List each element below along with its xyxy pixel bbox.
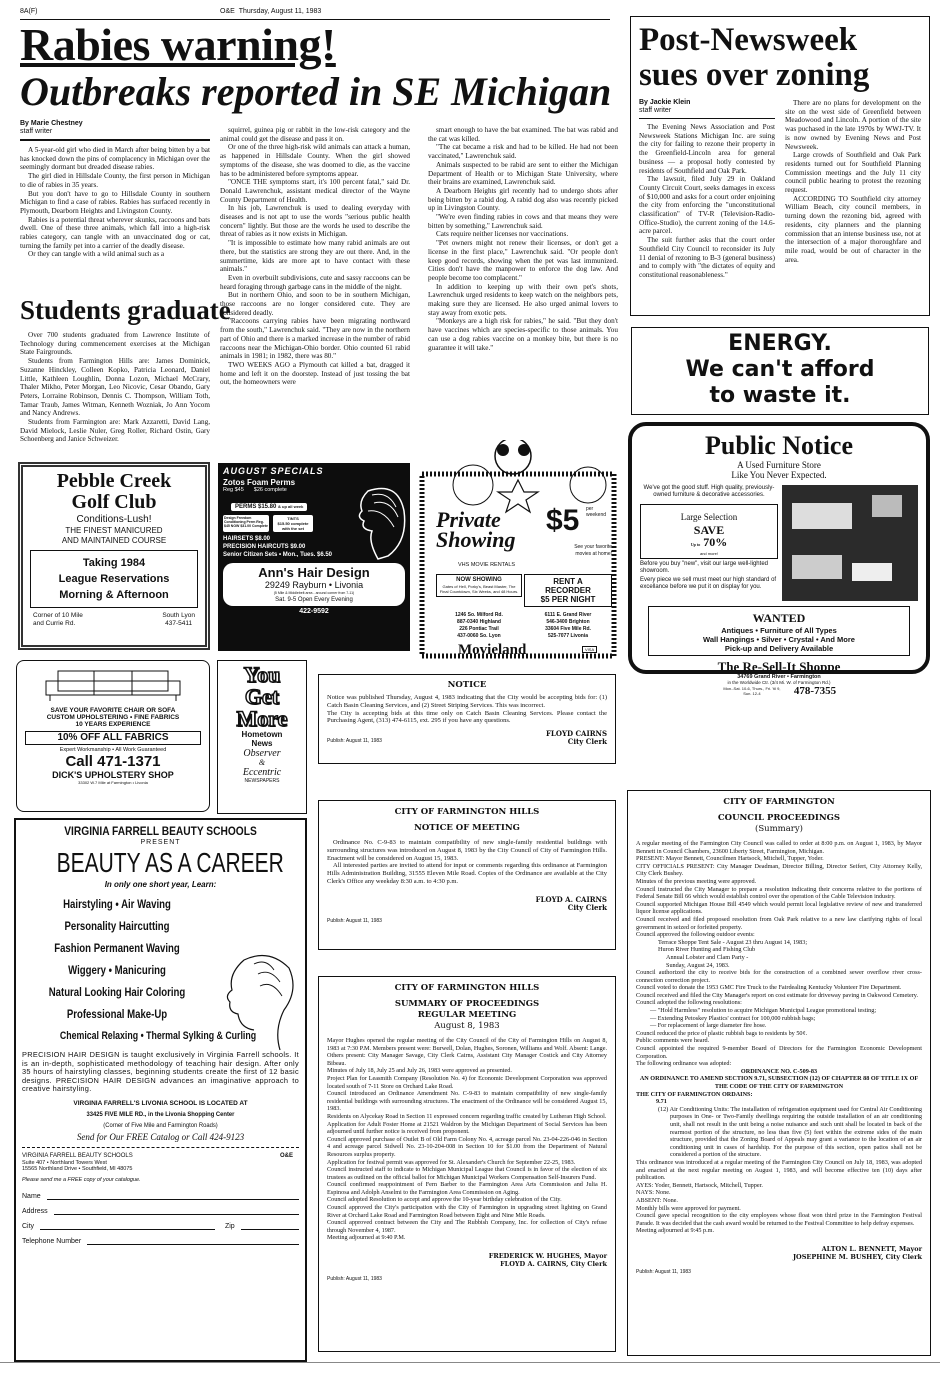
byline-title: staff writer bbox=[20, 128, 53, 135]
oe-news: News bbox=[251, 739, 273, 748]
pn-ad-w3: Pick-up and Delivery Available bbox=[724, 644, 834, 653]
rabies-col-2 bbox=[220, 126, 410, 387]
students-body bbox=[20, 331, 210, 444]
sofa-illustration bbox=[38, 663, 188, 703]
oe-get: Get bbox=[244, 684, 280, 709]
bs-headline: BEAUTY AS A CAREER bbox=[56, 847, 284, 878]
mv-sub: VHS MOVIE RENTALS bbox=[458, 562, 516, 568]
oe-more: More bbox=[236, 706, 288, 731]
mv-brand: Movieland bbox=[458, 642, 527, 658]
proceedings-item: CITY OFFICIALS PRESENT: City Manager Deadman, Director Billing, Director Seifert, City Attorney Kelly, City Clerk Bushey. bbox=[636, 862, 922, 878]
woman-sketch-illustration bbox=[214, 950, 304, 1060]
proceedings-item: Council supported Michigan House Bill 4549 which would permit local legislative review of new and transferred liquor license applications. bbox=[636, 900, 922, 916]
pn-ad-sub-1: A Used Furniture Store bbox=[737, 460, 821, 470]
proceedings-item: AYES: Yoder, Bennett, Hartsock, Mitchell, Tupper. bbox=[636, 1181, 763, 1189]
article-paragraph: "Raccoons carrying rabies have been migrating northward from the south," Lawrenchuk said. "They are now in the northern part of Ohio and there is a marked increase in the number of rabid raccoons near the Michigan-Ohio border. Ohio counted 61 rabid animals in 1981; in 1982, there was 80." bbox=[220, 317, 410, 361]
oe-ampersand: & bbox=[258, 758, 266, 767]
proceedings-item: Council received and filed proposed resolution from Oak Park relative to a new law clarifying rights of local government in seized or forfeited property. bbox=[636, 915, 922, 931]
store-location: 6111 E. Grand River bbox=[544, 612, 592, 618]
city-label: City bbox=[22, 1222, 35, 1230]
catalog-coupon bbox=[22, 1153, 299, 1245]
pc-box-1: Taking 1984 bbox=[82, 557, 146, 569]
bid-notice bbox=[318, 674, 616, 764]
resolution-item: — "Hold Harmless" resolution to acquire Michigan Municipal League promotional testing; bbox=[650, 1007, 877, 1015]
fp-title-1: CITY OF FARMINGTON bbox=[723, 797, 835, 807]
pc-city: South Lyon bbox=[162, 612, 195, 619]
proceedings-item: Minutes of the previous meeting were approved. bbox=[636, 877, 757, 885]
bs-send: Send for Our FREE Catalog or Call 424-9123 bbox=[76, 1131, 245, 1142]
proceedings-item: Meeting adjourned at 9:45 p.m. bbox=[636, 1227, 715, 1235]
proceedings-item: Council adopted the following resolutions: bbox=[636, 999, 742, 1007]
energy-line-1: ENERGY. bbox=[728, 331, 832, 356]
article-paragraph: "Pet owners might not renew their licenses, or don't get a license in the first place," Lawrenchuk said. "Or people don't keep good records, showing when the pet was last immunized. Cities don't have the manpower to enforce the dog law. And people become too complacent." bbox=[428, 239, 618, 282]
coupon-addr-2: 15565 Northland Drive • Southfield, MI 48075 bbox=[22, 1166, 133, 1173]
pc-conditions: Conditions-Lush! bbox=[76, 514, 152, 525]
page-bottom-rule bbox=[0, 1362, 940, 1363]
oe-hometown: Hometown bbox=[241, 730, 283, 739]
proceedings-item: Council introduced an Ordinance Amendment No. C-9-83 to maintain compatibility of new single-family residential buildings with surrounding structures. The enactment of the Ordinance will be considered August 15, 1983. bbox=[327, 1090, 607, 1113]
coupon-request: Please send me a FREE copy of your catalogue. bbox=[22, 1176, 141, 1183]
oe-eccentric: Eccentric bbox=[242, 767, 282, 778]
notice-p1: Notice was published Thursday, August 4, 1983 indicating that the City would be accepting bids for: (1) Catch Basin Cleaning Services, and (2) Street Striping Services. This was incorrect. bbox=[327, 694, 607, 709]
store-location: 33604 Five Mile Rd. bbox=[545, 626, 591, 632]
fp-sig-mayor: ALTON L. BENNETT, Mayor bbox=[821, 1244, 922, 1253]
phone-label: Telephone Number bbox=[22, 1237, 82, 1245]
rabies-story bbox=[20, 19, 620, 114]
proceedings-item: Public comments were heard. bbox=[636, 1037, 710, 1045]
address-label: Address bbox=[22, 1207, 48, 1215]
fhs-title-4: August 8, 1983 bbox=[434, 1021, 500, 1031]
coupon-code: O&E bbox=[279, 1152, 293, 1159]
visa-icon: VISA bbox=[582, 646, 597, 653]
resell-it-ad bbox=[628, 422, 930, 697]
fh-meeting-notice bbox=[318, 800, 616, 950]
pn-col-2 bbox=[785, 99, 921, 280]
up-line-2: CUSTOM UPHOLSTERING • FINE FABRICS bbox=[46, 714, 180, 721]
ah-perm-price: $26 complete bbox=[253, 487, 287, 493]
fhs-title-1: CITY OF FARMINGTON HILLS bbox=[394, 983, 540, 993]
proceedings-item: Council authorized the city to receive bids for the construction of a combined sewer overflow river cross-connection correction project. bbox=[636, 969, 922, 984]
article-paragraph: The lawsuit, filed July 29 in Oakland County Circuit Court, seeks damages in excess of $10,000 and asks for a court order enjoining the city from enforcing the "unconstitutional classification" of TV-R (Television-Radio-Office-Studio), the current zoning of the 14.6-acre parcel. bbox=[639, 175, 775, 236]
coupon-name-field[interactable] bbox=[22, 1185, 299, 1200]
students-headline: Students graduate bbox=[20, 295, 231, 325]
pc-tag-1: THE FINEST MANICURED bbox=[65, 526, 163, 535]
article-paragraph: Even in overbuilt subdivisions, cute and sassy raccoons can be heard foraging through garbage cans in the middle of the night. bbox=[220, 273, 410, 291]
outdoor-event: Sunday, August 24, 1983. bbox=[666, 961, 730, 969]
coupon-addr-1: Suite 407 • Northland Towers West bbox=[22, 1159, 107, 1166]
pn-ad-w1: Antiques • Furniture of All Types bbox=[721, 626, 837, 635]
rabies-col-1 bbox=[20, 146, 210, 259]
fhs-sig-mayor: FREDERICK W. HUGHES, Mayor bbox=[488, 1252, 607, 1261]
pn-col-1 bbox=[639, 123, 775, 280]
store-location: 226 Pontiac Trail bbox=[459, 626, 499, 632]
proceedings-item: Meeting adjourned at 9:40 P.M. bbox=[327, 1234, 406, 1242]
publication-name: O&E bbox=[220, 8, 235, 15]
proceedings-item: Council approved the City's participation with the City of Farmington in upgrading street lighting on Grand River at Orchard Lake Road and Farmington Road between Eight and Nine Mile Roads. bbox=[327, 1204, 607, 1219]
up-line-1: SAVE YOUR FAVORITE CHAIR OR SOFA bbox=[50, 707, 176, 714]
proceedings-item: Monthly bills were approved for payment. bbox=[636, 1204, 741, 1212]
subsection-12: (12) Air Conditioning Units: The installation of refrigeration equipment used for Central Air Conditioning purposes in One- or Two-Family dwellings requiring the outside installation of an air conditioning unit, shall not result in the unit being a noise nuisance and such unit shall be located in back of the rearmost portion of the structure, no less than five (5) feet within the extreme sides of the main structure, provided that the Zoning Board of Appeals may grant a variance to the location of an air conditioning unit in cases of hardship. For the purpose of this section, open patios shall not be considered a portion of the structure. bbox=[658, 1105, 922, 1159]
anns-hair-ad bbox=[218, 463, 410, 651]
pn-byline: By Jackie Klein bbox=[639, 99, 691, 106]
proceedings-item: Council approved contract between the City and The Rubbish Company, Inc. for collection of City's refuse through November 4, 1987. bbox=[327, 1219, 607, 1234]
mv-title bbox=[436, 507, 516, 552]
skill-item: Chemical Relaxing • Thermal Sylking & Curling bbox=[59, 1030, 257, 1042]
fhm-sig-name: FLOYD A. CAIRNS bbox=[535, 894, 607, 904]
article-paragraph: Over 700 students graduated from Lawrence Institute of Technology during commencement exercises at the Michigan State Fairgrounds. bbox=[20, 331, 210, 357]
fhm-p1: Ordinance No. C-9-83 to maintain compatibility of new single-family residential buildings with surrounding structures was introduced on August 8, 1983 by the City Council of City of Farmington Hills. Enactment will be considered on August 15, 1983. bbox=[327, 839, 607, 862]
bs-loc-1: VIRGINIA FARRELL'S LIVONIA SCHOOL IS LOCATED AT bbox=[73, 1099, 248, 1107]
outdoor-event: Terrace Shoppe Tent Sale - August 23 thru August 14, 1983; bbox=[658, 938, 808, 946]
mv-rent-box bbox=[524, 574, 612, 607]
article-paragraph: Students from Farmington Hills are: James Dominick, Suzanne Hinckley, Colleen Kopko, Patricia Leonard, Daniel Little, Kathleen Loughlin, Donna Lozon, Michael McCrary, Thaler Mikho, Peter Morgan, Leo Nicovic, Cesar Obando, Gary Peters, Lorraine Robinson, Dennis C. Thompson, William Toth, Tamar Traub, James Witman, Kenneth Wozniak, Jo Ann Yocom and Nancy Andrews. bbox=[20, 357, 210, 418]
pn-ad-p2: Every piece we sell must meet our high standard of excellance before we put it on display for you. bbox=[640, 577, 777, 590]
up-name: DICK'S UPHOLSTERY SHOP bbox=[52, 770, 174, 780]
pebble-creek-ad bbox=[18, 462, 210, 650]
ah-hours: Sat. 9-5 Open Every Evening bbox=[275, 597, 353, 603]
pn-ad-title: Public Notice bbox=[704, 431, 854, 460]
proceedings-item: Council instructed the City Manager to prepare a resolution indicating their concerns relative to the portions of Federal Senate Bill 66 which would establish control over the operation of the Cable Television industry. bbox=[636, 885, 922, 901]
proceedings-item: Council gave special recognition to the city employees whose float won third prize in the Farmington Festival Parade. It was decided that the cash award would be returned to the Festival Committee to help defray expenses. bbox=[636, 1212, 922, 1227]
mv-now-showing bbox=[436, 574, 522, 597]
notice-publish: Publish: August 11, 1983 bbox=[327, 738, 382, 745]
rabies-headline: Rabies warning! bbox=[20, 19, 336, 70]
mv-now-list: Gates of Hell, Porky's, Beast Master, The Final Countdown, Six Weeks, and 48 Hours. bbox=[439, 584, 519, 594]
article-paragraph: There are no plans for development on the site on the west side of Greenfield between Meadowood and Lincoln. A portion of the site was puchased in the late 1970s by WWJ-TV. It is now owned by Evening News and Post Newsweek. bbox=[785, 99, 921, 151]
issue-date: Thursday, August 11, 1983 bbox=[238, 8, 322, 15]
pn-ad-save-box bbox=[640, 504, 778, 559]
fhs-body bbox=[327, 1037, 607, 1242]
up-call: Call 471-1371 bbox=[65, 753, 161, 770]
energy-ad bbox=[631, 327, 929, 415]
fhs-publish: Publish: August 11, 1983 bbox=[327, 1276, 382, 1283]
pc-reservation-box bbox=[30, 550, 198, 608]
zip-label: Zip bbox=[224, 1222, 235, 1230]
pn-ad-w2: Wall Hangings • Silver • Crystal • And More bbox=[703, 635, 855, 644]
skill-item: Professional Make-Up bbox=[66, 1007, 168, 1021]
proceedings-item: ABSENT: None. bbox=[636, 1196, 678, 1204]
pc-box-3: Morning & Afternoon bbox=[59, 589, 169, 601]
proceedings-item: Council voted to donate the 1953 GMC Fire Truck to the Fairdealing Kentucky Volunteer Fire Department. bbox=[636, 984, 902, 992]
fhm-sig-title: City Clerk bbox=[567, 902, 607, 912]
mv-rent-3: $5 PER NIGHT bbox=[540, 595, 596, 604]
bs-loc-2: 33425 FIVE MILE RD., in the Livonia Shopping Center bbox=[86, 1110, 235, 1118]
store-location: 546-3400 Brighton bbox=[546, 619, 590, 625]
article-paragraph: Large crowds of Southfield and Oak Park residents turned out for Southfield Planning Commission meetings and the July 11 city council public hearing to protest the rezoning request. bbox=[785, 151, 921, 195]
proceedings-item: Council adopted Resolution to accept and approve the 10-year birthday celebration of the City. bbox=[327, 1196, 562, 1204]
ah-design: Design Freedom Conditioning Perm Reg. $45 NOW $31.00 Complete bbox=[223, 515, 269, 532]
proceedings-item: Mayor Hughes opened the regular meeting of the City Council of the City of Farmington Hills on August 8, 1983 at 7:30 P.M. Members present were: Burwell, Dolan, Hughes, Soronen, Williams and Wolf. Absent: Lange. Others present: City Manager Savage, City Clerk Cairns, Assistant City Manager Costick and City Attorney Bibeau. bbox=[327, 1037, 607, 1067]
article-paragraph: "We're even finding rabies in cows and that means they were bitten by something," Lawrenchuk said. bbox=[428, 213, 618, 230]
article-paragraph: "ONCE THE symptoms start, it's 100 percent fatal," said Dr. Donald Lawrenchuk, assistant medical director of the Wayne County Department of Health. bbox=[220, 178, 410, 204]
fhm-title-1: CITY OF FARMINGTON HILLS bbox=[394, 807, 540, 817]
pc-phone: 437-5411 bbox=[165, 620, 193, 627]
pn-headline-2: sues over zoning bbox=[639, 57, 870, 93]
notice-sig-name: FLOYD CAIRNS bbox=[545, 729, 607, 739]
phone-input-line[interactable] bbox=[87, 1237, 299, 1245]
fhs-sig-clerk: FLOYD A. CAIRNS, City Clerk bbox=[500, 1260, 607, 1269]
ordinance-number: ORDINANCE NO. C-509-83 bbox=[740, 1067, 818, 1075]
pn-headline-1: Post-Newsweek bbox=[639, 22, 858, 58]
article-paragraph: Animals suspected to be rabid are sent to either the Michigan Department of Health or to Michigan State University, where their brains are examined, Lawrenchuk said. bbox=[428, 160, 618, 187]
ah-hairsets: HAIRSETS $8.00 bbox=[223, 536, 271, 542]
proceedings-item: Application for festival permit was approved for St. Alexander's Church for September 22-25, 1983. bbox=[327, 1158, 576, 1166]
rabies-subhead: Outbreaks reported in SE Michigan bbox=[20, 69, 612, 114]
outdoor-event: Annual Lobster and Clam Party - bbox=[666, 953, 749, 961]
article-paragraph: Or they can tangle with a wild animal such as a bbox=[28, 250, 165, 259]
fh-summary-notice bbox=[318, 976, 616, 1352]
store-location: 437-0060 So. Lyon bbox=[457, 633, 501, 639]
mv-title-2: Showing bbox=[436, 527, 516, 552]
fhs-title-2: SUMMARY OF PROCEEDINGS bbox=[394, 999, 540, 1009]
oe-newspapers: NEWSPAPERS bbox=[244, 778, 280, 784]
pn-ad-addr1: 34769 Grand River • Farmington bbox=[737, 674, 821, 680]
ah-phone: 422-9592 bbox=[299, 608, 329, 615]
pc-tag-2: AND MAINTAINED COURSE bbox=[61, 536, 167, 545]
pc-loc-2: and Currie Rd. bbox=[33, 620, 76, 627]
oe-you: You bbox=[243, 662, 281, 687]
coupon-address-field[interactable] bbox=[22, 1200, 299, 1215]
proceedings-item: PRESENT: Mayor Bennett, Councilmen Hartsock, Mitchell, Tupper, Yoder. bbox=[636, 855, 824, 863]
ah-area: (5 Mile & Middlebelt area - around corner from 7-11) bbox=[273, 591, 355, 595]
fp-sig-clerk: JOSEPHINE M. BUSHEY, City Clerk bbox=[792, 1252, 922, 1261]
outdoor-event: Huron River Hunting and Fishing Club bbox=[658, 946, 756, 954]
pn-ad-hours: Mon.-Sat. 10-6, Thurs., Fri. 'til 9, Sun. 12-4 bbox=[723, 686, 781, 696]
store-location: 525-7077 Livonia bbox=[547, 633, 589, 639]
ah-perm-reg: Reg $45 bbox=[223, 487, 244, 493]
ah-perms-box bbox=[231, 503, 307, 511]
pn-ad-addr2: in the Worldwide Ctr. (3/4 Mi. W. of Farmington Rd.) bbox=[727, 680, 831, 685]
pn-ad-intro: We've got the good stuff. High quality, previously-owned furniture & decorative accessories. bbox=[643, 485, 775, 498]
mv-loc-right bbox=[524, 612, 612, 640]
beauty-school-ad bbox=[14, 818, 307, 1362]
ah-address: 29249 Rayburn • Livonia bbox=[264, 580, 364, 590]
coupon-school: VIRGINIA FARRELL BEAUTY SCHOOLS bbox=[22, 1152, 133, 1159]
up-offer: 10% OFF ALL FABRICS bbox=[25, 731, 201, 745]
rabies-col-3 bbox=[428, 126, 618, 352]
ordinance-title: AN ORDINANCE TO AMEND SECTION 9.71, SUBSECTION (12) OF CHAPTER 88 OF TITLE IX OF THE CODE OF THE CITY OF FARMINGTON bbox=[639, 1075, 919, 1090]
bs-loc-3: (Corner of Five Mile and Farmington Roads) bbox=[103, 1121, 218, 1129]
pn-ad-wanted-box bbox=[648, 606, 910, 656]
ah-haircuts: PRECISION HAIRCUTS $9.00 bbox=[223, 544, 306, 550]
fp-title-3: (Summary) bbox=[755, 824, 803, 834]
ah-tints bbox=[273, 515, 313, 532]
skill-item: Natural Looking Hair Coloring bbox=[48, 985, 186, 999]
fp-title-2: COUNCIL PROCEEDINGS bbox=[717, 813, 841, 823]
rabies-byline bbox=[20, 120, 210, 141]
pc-box-2: League Reservations bbox=[58, 573, 170, 585]
oe-observer: Observer bbox=[243, 748, 281, 759]
article-paragraph: A 5-year-old girl who died in March after being bitten by a bat has knocked down the pins of complacency in Michigan over the seemingly dormant but dreaded disease rabies. bbox=[20, 146, 210, 172]
article-paragraph: Students from Farmington are: Mark Azzaretti, David Lang, David Mielock, Leslie Nuler, Greg Roller, Richard Ostin, Gary Schoenberg and Janice Schweizer. bbox=[20, 418, 210, 444]
energy-line-3: to waste it. bbox=[709, 383, 851, 408]
bs-present: PRESENT bbox=[140, 839, 181, 846]
furniture-photo bbox=[782, 485, 918, 601]
pn-ad-upto: Up to bbox=[690, 542, 701, 547]
proceedings-item: Council approved the following outdoor events: bbox=[636, 931, 755, 939]
mv-loc-left bbox=[436, 612, 522, 640]
pn-ad-large: Large Selection bbox=[678, 512, 741, 522]
page-number: 8A(F) bbox=[20, 8, 38, 15]
coupon-phone-field[interactable] bbox=[22, 1230, 299, 1245]
upholstery-ad bbox=[16, 660, 210, 812]
article-paragraph: Cats require neither licenses nor vaccinations. bbox=[436, 230, 569, 239]
up-addr: 33302 W.7 Mile at Farmington • Livonia bbox=[78, 780, 148, 785]
proceedings-item: Council reduced the price of plastic rubbish bags to residents by 50¢. bbox=[636, 1029, 808, 1037]
pc-loc-1: Corner of 10 Mile bbox=[33, 612, 83, 619]
article-paragraph: The girl died in Hillsdale County, the first person in Michigan to die of rabies in 35 years. bbox=[20, 172, 210, 189]
skill-item: Fashion Permanent Waving bbox=[54, 941, 180, 955]
store-location: 1246 So. Milford Rd. bbox=[455, 612, 503, 618]
bs-body: PRECISION HAIR DESIGN is taught exclusively in Virginia Farrell schools. It is an in-depth, sophisticated methodology of teaching hair design. After only 35 hours of hairstyling classes, beginning students create the first of 12 basic designs. PRECISION HAIR DESIGN advances an imaginative approach to creative hairstyling. bbox=[22, 1050, 299, 1094]
resolution-item: — For replacement of large diameter fire hose. bbox=[650, 1022, 767, 1030]
pc-name-1: Pebble Creek bbox=[56, 470, 172, 492]
city-input-line[interactable] bbox=[40, 1222, 215, 1230]
ah-perms-note: & up all week bbox=[278, 504, 304, 509]
coupon-cut-line bbox=[22, 1147, 299, 1148]
section-number: 9.71 bbox=[656, 1098, 667, 1106]
farmington-proceedings bbox=[627, 790, 931, 1356]
proceedings-item: Application for Adult Foster Home at 21521 Waldron by the Michigan Department of Social Services has been adjourned until further notice is received from proponent. bbox=[327, 1120, 607, 1136]
ah-name: Ann's Hair Design bbox=[258, 565, 370, 580]
up-line-4: Expert Workmanship • All Work Guaranteed bbox=[59, 747, 167, 753]
resolution-item: — Extending Petoskey Plastics' contract for 100,000 rubbish bags; bbox=[650, 1014, 816, 1022]
article-paragraph: In his job, Lawrenchuk is used to dealing everyday with diseases and is not apt to use the words "serious public health concern" lightly. But those are the words he used to describe the threat of rabies as it now exists in Michigan. bbox=[220, 204, 410, 239]
proceedings-item: NAYS: None. bbox=[636, 1189, 671, 1197]
skill-item: Wiggery • Manicuring bbox=[68, 963, 166, 977]
article-paragraph: squirrel, guinea pig or rabbit in the low-risk category and the animal could get the disease and pass it on. bbox=[220, 126, 410, 143]
skill-item: Personality Haircutting bbox=[64, 919, 170, 933]
ah-tints-label: TINTS bbox=[287, 516, 299, 521]
publication-date bbox=[220, 8, 321, 15]
proceedings-item: Council approved purchase of Outlet B of Old Farm Colony No. 4, acreage parcel No. 23-04-226-046 in Section 4 and acreage parcel Sidwell No. 23-10-204-008 in Section 10 for $1.00 from the Department of Natural Resources surplus property. bbox=[327, 1135, 607, 1158]
notice-title: NOTICE bbox=[447, 680, 487, 690]
proceedings-item: Council appointed the required 9-member Board of Directors for the Farmington Economic Development Corporation. bbox=[636, 1045, 922, 1060]
zip-input-line[interactable] bbox=[241, 1222, 299, 1230]
article-paragraph: Rabies is a potential threat wherever skunks, raccoons and bats dwell. One of these three animals, which fall into a high-risk rabies category, can tangle with an unvaccinated dog or cat, turning the family pet into a carrier of the deadly disease. bbox=[20, 215, 210, 250]
pn-ad-p1: Before you buy "new", visit our large well-lighted showroom. bbox=[640, 561, 768, 574]
name-label: Name bbox=[22, 1192, 41, 1200]
ah-banner: AUGUST SPECIALS bbox=[223, 466, 324, 476]
article-paragraph: "The cat became a risk and had to be killed. He had not been vaccinated," Lawrenchuk said. bbox=[428, 143, 618, 161]
mv-rent-2: RECORDER bbox=[545, 586, 591, 595]
article-paragraph: Or one of the three high-risk wild animals can attack a human, as happened in Hillsdale County. When the girl showed symptoms of the disease, she was doomed to die, as the vaccine has to be administered before symptoms appear. bbox=[220, 143, 410, 178]
article-paragraph: A Dearborn Heights girl recently had to undergo shots after being bitten by a rabid dog. A rabid dog also was recently picked up in Livingston County. bbox=[428, 186, 618, 213]
mv-rent-1: RENT A bbox=[553, 577, 583, 586]
name-input-line[interactable] bbox=[47, 1192, 299, 1200]
proceedings-item: Minutes of July 18, July 25 and July 26, 1983 were approved as presented. bbox=[327, 1067, 512, 1075]
woman-profile-illustration bbox=[338, 481, 408, 561]
pn-ad-save: SAVE bbox=[693, 523, 725, 537]
bs-learn: In only one short year, Learn: bbox=[104, 880, 217, 889]
proceedings-item: This ordinance was introduced at a regular meeting of the Farmington City Council on July 18, 1983, was adopted and enacted at the next regular meeting on August 1, 1983, and will become effective ten (10) days after publication. bbox=[636, 1158, 922, 1182]
mv-price: $5 bbox=[546, 504, 580, 537]
ah-tints-price: $15.50 complete with the set bbox=[277, 521, 309, 531]
article-paragraph: ACCORDING TO Southfield city attorney William Beach, city council members, in turning down the rezoning bid, agreed with residents, city planners and the planning commission that an intense business use, not at the intersection of a major thoroughfare and mile road, would be out of character in the area. bbox=[785, 194, 921, 264]
ah-perm-title: Zotos Foam Perms bbox=[223, 478, 296, 487]
article-paragraph: But in northern Ohio, and soon to be in southern Michigan, those raccoons are no longer considered cute. They are considered deadly. bbox=[220, 291, 410, 317]
bs-school: VIRGINIA FARRELL BEAUTY SCHOOLS bbox=[64, 824, 257, 838]
notice-sig-title: City Clerk bbox=[567, 737, 607, 747]
fhm-title-2: NOTICE OF MEETING bbox=[414, 823, 520, 833]
proceedings-item: Residents on Alycekay Road in Section 11 expressed concern regarding traffic created by Lutheran High School. bbox=[327, 1112, 607, 1120]
fhs-title-3: REGULAR MEETING bbox=[417, 1010, 517, 1020]
ordains-line: THE CITY OF FARMINGTON ORDAINS: bbox=[636, 1090, 753, 1098]
article-paragraph: But you don't have to go to Hillsdale County in southern Michigan to find a case of rabies. Rabies has surfaced recently in Plymouth, Dearborn Heights and Livingston County. bbox=[20, 189, 210, 215]
proceedings-item: The following ordinance was adopted: bbox=[636, 1060, 732, 1068]
article-paragraph: "Monkeys are a high risk for rabies," he said. "But they don't have vaccines which are species-specific to those animals. You can use a dog rabies vaccine on a monkey bite, but there is no guarantee it will take." bbox=[428, 317, 618, 352]
proceedings-item: A regular meeting of the Farmington City Council was called to order at 8:00 p.m. on August 1, 1983, by Mayor Bennett in Council Chambers, 23600 Liberty Street, Farmington, Michigan. bbox=[636, 840, 922, 855]
postnewsweek-story bbox=[630, 16, 930, 316]
fp-publish: Publish: August 11, 1983 bbox=[636, 1268, 691, 1275]
proceedings-item: Council instructed staff to indicate to Michigan Municipal League that Council is in favor of the election of six trustees as outlined on the official ballot for Michigan Municipal Workers Compensation Self-Insurers Fund. bbox=[327, 1166, 607, 1181]
energy-line-2: We can't afford bbox=[685, 357, 875, 382]
pc-name-2: Golf Club bbox=[71, 491, 157, 513]
fhm-p2: All interested parties are invited to attend for input or comments regarding this ordinance at Farmington Hills Administration Building, 31555 Eleven Mile Road. Copies of the Ordinance are available at the City Clerk's Office any weekday 8:30 a.m. to 4:30 p.m. bbox=[327, 862, 607, 885]
pn-ad-wanted: WANTED bbox=[750, 611, 809, 626]
article-paragraph: TWO WEEKS AGO a Plymouth cat killed a bat, dragged it home and left it on the doorstep. Instead of just tossing the bat out, the homeowners were bbox=[220, 360, 410, 387]
pn-ad-sub-2: Like You Never Expected. bbox=[731, 470, 827, 480]
article-paragraph: The suit further asks that the court order Southfield City Council to reconsider its July 11 denial of rezoning to B-3 (general business) and to comply with "the dictates of equity and constitutional reasonableness." bbox=[639, 236, 775, 279]
article-paragraph: "It is impossible to estimate how many rabid animals are out there, but the statistics are strong they are out there. And, in the summertime, kids are more apt to have contact with these animals." bbox=[220, 239, 410, 274]
article-paragraph: The Evening News Association and Post Newsweek Stations Michigan Inc. are suing the city for failing to rezone their property in the Greenfield-Lincoln area for general business — a proposal hotly contested by residents of Southfield and Oak Park. bbox=[639, 123, 775, 175]
ah-senior: Senior Citizen Sets • Mon., Tues. $6.50 bbox=[223, 552, 333, 558]
notice-p2: The City is accepting bids at this time only on Catch Basin Cleaning Services. Please contact the Purchasing Agent, (313) 474-6115, ext. 295 if you have any questions. bbox=[327, 709, 607, 725]
up-line-3: 10 YEARS EXPERIENCE bbox=[75, 721, 151, 728]
skill-item: Hairstyling • Air Waving bbox=[63, 897, 171, 911]
article-paragraph: In addition to keeping up with their own pet's shots, Lawrenchuk urged residents to keep watch on the neighbors pets, making sure they are licensed. He also urged animal lovers to stay away from exotic pets. bbox=[428, 282, 618, 317]
pn-ad-pct: 70% bbox=[703, 535, 728, 549]
proceedings-item: Project Plan for Leasmith Company (Resolution No. 4) for Economic Development Corporation was approved located south of 7-11 Store on Orchard Lake Road. bbox=[327, 1074, 607, 1090]
oe-promo-ad bbox=[217, 660, 307, 814]
article-paragraph: smart enough to have the bat examined. The bat was rabid and the cat was killed. bbox=[428, 126, 618, 143]
mv-price-note: per weekend bbox=[586, 506, 607, 518]
pn-ad-shop: The Re-Sell-It Shoppe bbox=[717, 659, 841, 674]
mv-see: See your favorite movies at home! bbox=[574, 544, 612, 557]
proceedings-item: Council received and filed the City Manager's report on cost estimate for driveway paving in Oakwood Cemetery. bbox=[636, 991, 918, 999]
byline-author: By Marie Chestney bbox=[20, 120, 83, 127]
bs-skills-list bbox=[22, 893, 257, 1047]
mv-now-title: NOW SHOWING bbox=[456, 577, 502, 583]
movieland-ad bbox=[418, 440, 618, 660]
fp-body bbox=[636, 840, 922, 1235]
ah-name-panel bbox=[223, 563, 405, 606]
coupon-city-field[interactable] bbox=[22, 1215, 299, 1230]
proceedings-item: Council confirmed reappointment of Fern Barber to the Farmington Area Arts Commission and Julia H. Espinosa and Adolph Anselmi to the Farmington Area Commission on Aging. bbox=[327, 1181, 607, 1196]
fhm-publish: Publish: August 11, 1983 bbox=[327, 917, 382, 924]
address-input-line[interactable] bbox=[54, 1207, 299, 1215]
pn-ad-phone: 478-7355 bbox=[793, 685, 837, 697]
pn-ad-more: and more! bbox=[699, 551, 718, 556]
students-story bbox=[20, 295, 231, 444]
mv-title-1: Private bbox=[436, 507, 501, 532]
ah-perms: PERMS $15.80 bbox=[235, 504, 277, 510]
store-location: 887-0340 Highland bbox=[457, 619, 501, 625]
pn-byline-title: staff writer bbox=[639, 107, 672, 114]
